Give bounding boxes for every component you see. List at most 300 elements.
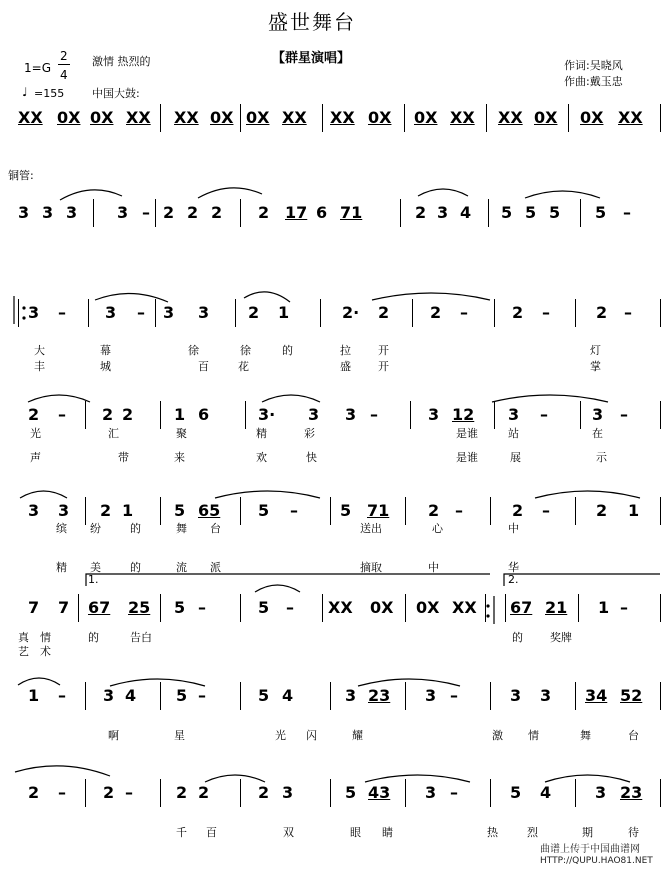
note: 3 xyxy=(163,303,175,322)
bar-line xyxy=(580,401,581,429)
lyric-word: 待 xyxy=(628,826,639,839)
bar-line xyxy=(160,594,161,622)
note: 0X xyxy=(580,108,604,127)
note: – xyxy=(198,686,206,705)
lyric-word: 中 xyxy=(508,522,519,535)
note: XX xyxy=(450,108,475,127)
lyric-word: 的 xyxy=(130,522,141,535)
note: 3 xyxy=(425,783,437,802)
bar-line xyxy=(575,497,576,525)
bar-line xyxy=(494,401,495,429)
lyric-word: 闪 xyxy=(306,729,317,742)
bar-line xyxy=(160,682,161,710)
note: 3 xyxy=(66,203,78,222)
note: 3 xyxy=(28,501,40,520)
bar-line xyxy=(400,199,401,227)
note: 0X xyxy=(57,108,81,127)
footer-url: HTTP://QUPU.HAO81.NET xyxy=(540,856,653,866)
note: – xyxy=(455,501,463,520)
note: 2 xyxy=(163,203,175,222)
note: XX xyxy=(498,108,523,127)
bar-line xyxy=(330,497,331,525)
lyric-word: 声 xyxy=(30,451,41,464)
lyric-word: 示 xyxy=(596,451,607,464)
slur xyxy=(365,775,470,782)
note: 1 xyxy=(28,686,40,705)
bar-line xyxy=(322,104,323,132)
note: 3 xyxy=(103,686,115,705)
volta-bracket-1 xyxy=(86,574,490,586)
note: – xyxy=(370,405,378,424)
bar-line xyxy=(578,594,579,622)
note: 4 xyxy=(125,686,137,705)
lyric-word: 啊 xyxy=(108,729,119,742)
lyric-word: 纷 xyxy=(90,522,101,535)
time-sig-line xyxy=(58,64,70,65)
lyric-word: 台 xyxy=(628,729,639,742)
note: XX xyxy=(126,108,151,127)
note: – xyxy=(624,303,632,322)
note: 3 xyxy=(117,203,129,222)
lyric-word: 双 xyxy=(283,826,294,839)
note: 3 xyxy=(508,405,520,424)
bar-line xyxy=(660,779,661,807)
note: 2 xyxy=(428,501,440,520)
note: 1 xyxy=(628,501,640,520)
bar-line xyxy=(160,497,161,525)
note: 2 xyxy=(430,303,442,322)
lyric-word: 的 xyxy=(130,561,141,574)
note: – xyxy=(542,501,550,520)
lyric-word: 摘取 xyxy=(360,561,382,574)
lyric-word: 光 xyxy=(275,729,286,742)
lyric-word: 是谁 xyxy=(456,427,478,440)
lyric-word: 缤 xyxy=(56,522,67,535)
note: 3 xyxy=(510,686,522,705)
bar-line xyxy=(405,682,406,710)
lyric-word: 站 xyxy=(508,427,519,440)
bar-line xyxy=(245,401,246,429)
bar-line xyxy=(155,299,156,327)
note: 71 xyxy=(340,203,363,222)
bar-line xyxy=(488,199,489,227)
lyric-word: 百 xyxy=(198,360,209,373)
note: 3 xyxy=(58,501,70,520)
lyric-word: 盛 xyxy=(340,360,351,373)
lyric-word: 送出 xyxy=(360,522,382,535)
lyric-word: 花 xyxy=(238,360,249,373)
bar-line xyxy=(580,199,581,227)
slur xyxy=(244,292,290,302)
bar-line xyxy=(160,779,161,807)
bar-line xyxy=(490,779,491,807)
bar-line xyxy=(485,594,486,622)
slur xyxy=(255,585,300,592)
song-title: 盛世舞台 xyxy=(268,10,356,34)
note: 3 xyxy=(425,686,437,705)
composer: 作曲:戴玉忠 xyxy=(564,75,623,88)
note: 2 xyxy=(378,303,390,322)
bar-line xyxy=(155,199,156,227)
note: 2 xyxy=(176,783,188,802)
lyric-word: 舞 xyxy=(176,522,187,535)
lyric-word: 激 xyxy=(492,729,503,742)
note: – xyxy=(58,686,66,705)
bar-line xyxy=(660,497,661,525)
bar-line xyxy=(568,104,569,132)
note: – xyxy=(286,598,294,617)
note: 2 xyxy=(248,303,260,322)
note: 3 xyxy=(345,686,357,705)
drum-label: 中国大鼓: xyxy=(92,87,140,100)
note: 5 xyxy=(345,783,357,802)
note: – xyxy=(450,686,458,705)
quarter-note-icon: ♩ xyxy=(22,85,28,99)
note: 2 xyxy=(512,303,524,322)
slur xyxy=(110,679,205,686)
note: – xyxy=(58,303,66,322)
note: 0X xyxy=(210,108,234,127)
lyric-word: 徐 xyxy=(240,344,251,357)
note: XX xyxy=(452,598,477,617)
lyric-word: 聚 xyxy=(176,427,187,440)
note: 0X xyxy=(534,108,558,127)
lyric-word: 来 xyxy=(174,451,185,464)
note: 3 xyxy=(282,783,294,802)
slur xyxy=(372,293,490,300)
lyric-word: 告白 xyxy=(130,631,152,644)
note: 5 xyxy=(174,598,186,617)
bar-line xyxy=(85,401,86,429)
bar-line xyxy=(240,497,241,525)
bar-line xyxy=(660,104,661,132)
note: XX xyxy=(330,108,355,127)
lyric-word: 情 xyxy=(40,631,51,644)
lyric-word: 的 xyxy=(88,631,99,644)
note: 2 xyxy=(198,783,210,802)
bar-line xyxy=(494,299,495,327)
note: 2 xyxy=(596,501,608,520)
note: – xyxy=(450,783,458,802)
time-sig-denominator: 4 xyxy=(60,68,68,82)
lyric-word: 中 xyxy=(428,561,439,574)
note: 0X xyxy=(90,108,114,127)
lyric-word: 流 xyxy=(176,561,187,574)
note: XX xyxy=(618,108,643,127)
note: 2 xyxy=(258,203,270,222)
note: 5 xyxy=(340,501,352,520)
note: XX xyxy=(174,108,199,127)
note: 3· xyxy=(258,405,276,424)
note: 5 xyxy=(258,501,270,520)
lyric-word: 真 xyxy=(18,631,29,644)
key-signature: 1=G xyxy=(24,61,51,75)
note: 2 xyxy=(415,203,427,222)
note: 3 xyxy=(28,303,40,322)
bar-line xyxy=(490,497,491,525)
lyric-word: 丰 xyxy=(34,360,45,373)
bar-line xyxy=(240,104,241,132)
lyric-word: 欢 xyxy=(256,451,267,464)
note: 6 xyxy=(198,405,210,424)
note: 3 xyxy=(42,203,54,222)
note: 3 xyxy=(592,405,604,424)
bar-line xyxy=(575,779,576,807)
note: 2 xyxy=(103,783,115,802)
lyric-word: 华 xyxy=(508,561,519,574)
bar-line xyxy=(575,682,576,710)
bar-line xyxy=(93,199,94,227)
lyric-word: 掌 xyxy=(590,360,601,373)
bar-line xyxy=(330,682,331,710)
lyric-word: 星 xyxy=(174,729,185,742)
note: 0X xyxy=(416,598,440,617)
note: – xyxy=(542,303,550,322)
bar-line xyxy=(240,199,241,227)
bar-line xyxy=(18,299,19,327)
note: 1 xyxy=(122,501,134,520)
bar-line xyxy=(490,682,491,710)
note: 3 xyxy=(198,303,210,322)
note: 2 xyxy=(512,501,524,520)
note: – xyxy=(620,405,628,424)
bar-line xyxy=(240,594,241,622)
lyric-word: 睛 xyxy=(382,826,393,839)
note: 2· xyxy=(342,303,360,322)
note: 4 xyxy=(282,686,294,705)
lyric-word: 美 xyxy=(90,561,101,574)
lyric-word: 的 xyxy=(512,631,523,644)
note: – xyxy=(58,783,66,802)
note: 3 xyxy=(105,303,117,322)
lyric-word: 大 xyxy=(34,344,45,357)
bar-line xyxy=(320,299,321,327)
note: 25 xyxy=(128,598,151,617)
note: 6 xyxy=(316,203,328,222)
note: – xyxy=(540,405,548,424)
note: XX xyxy=(328,598,353,617)
note: 1 xyxy=(598,598,610,617)
time-sig-numerator: 2 xyxy=(60,49,68,63)
bar-line xyxy=(410,401,411,429)
note: – xyxy=(137,303,145,322)
note: 1 xyxy=(174,405,186,424)
lyric-word: 奖牌 xyxy=(550,631,572,644)
lyric-word: 情 xyxy=(528,729,539,742)
note: – xyxy=(198,598,206,617)
lyric-word: 热 xyxy=(487,826,498,839)
note: 5 xyxy=(510,783,522,802)
bar-line xyxy=(240,779,241,807)
note: – xyxy=(125,783,133,802)
note: 5 xyxy=(525,203,537,222)
lyric-word: 拉 xyxy=(340,344,351,357)
bar-line xyxy=(235,299,236,327)
slur xyxy=(535,491,640,498)
bar-line xyxy=(240,682,241,710)
note: 2 xyxy=(28,783,40,802)
note: 3 xyxy=(540,686,552,705)
repeat-dot xyxy=(22,306,25,309)
lyric-word: 期 xyxy=(582,826,593,839)
note: 23 xyxy=(620,783,643,802)
note: 4 xyxy=(460,203,472,222)
note: 21 xyxy=(545,598,568,617)
bar-line xyxy=(405,594,406,622)
note: 2 xyxy=(122,405,134,424)
note: 2 xyxy=(187,203,199,222)
note: 3 xyxy=(18,203,30,222)
note: 2 xyxy=(211,203,223,222)
note: 2 xyxy=(100,501,112,520)
slur xyxy=(525,191,600,198)
note: 1 xyxy=(278,303,290,322)
lyric-word: 带 xyxy=(118,451,129,464)
lyric-word: 是谁 xyxy=(456,451,478,464)
note: XX xyxy=(282,108,307,127)
slur xyxy=(418,189,468,196)
lyric-word: 彩 xyxy=(304,427,315,440)
note: – xyxy=(620,598,628,617)
lyric-word: 台 xyxy=(210,522,221,535)
repeat-dot xyxy=(22,316,25,319)
note: – xyxy=(58,405,66,424)
note: 2 xyxy=(258,783,270,802)
bar-line xyxy=(405,497,406,525)
slur xyxy=(205,775,265,782)
bar-line xyxy=(85,497,86,525)
slur xyxy=(358,679,460,686)
note: 2 xyxy=(102,405,114,424)
slur xyxy=(198,188,262,198)
note: 5 xyxy=(549,203,561,222)
note: 17 xyxy=(285,203,308,222)
note: – xyxy=(623,203,631,222)
lyric-word: 烈 xyxy=(527,826,538,839)
slur xyxy=(28,395,90,402)
bar-line xyxy=(88,299,89,327)
bar-line xyxy=(660,594,661,622)
repeat-dot xyxy=(486,614,489,617)
section-tag: 【群星演唱】 xyxy=(272,51,351,66)
note: 3 xyxy=(308,405,320,424)
bar-line xyxy=(405,779,406,807)
bar-line xyxy=(404,104,405,132)
note: 0X xyxy=(368,108,392,127)
note: 0X xyxy=(414,108,438,127)
note: 4 xyxy=(540,783,552,802)
bar-line xyxy=(85,779,86,807)
bar-line xyxy=(660,299,661,327)
note: – xyxy=(142,203,150,222)
bar-line xyxy=(330,779,331,807)
note: 5 xyxy=(501,203,513,222)
bar-line xyxy=(486,104,487,132)
bar-line xyxy=(160,104,161,132)
volta-2: 2. xyxy=(508,573,519,586)
lyricist: 作词:吴晓风 xyxy=(564,59,623,72)
lyric-word: 汇 xyxy=(108,427,119,440)
lyric-word: 的 xyxy=(282,344,293,357)
slur xyxy=(15,766,110,776)
slur xyxy=(60,190,122,200)
bar-line xyxy=(505,594,506,622)
lyric-word: 心 xyxy=(432,522,443,535)
note: 67 xyxy=(510,598,533,617)
lyric-word: 精 xyxy=(56,561,67,574)
note: 65 xyxy=(198,501,221,520)
lyric-word: 在 xyxy=(592,427,603,440)
lyric-word: 精 xyxy=(256,427,267,440)
note: 71 xyxy=(367,501,390,520)
note: 2 xyxy=(28,405,40,424)
lyric-word: 展 xyxy=(510,451,521,464)
volta-1: 1. xyxy=(88,573,99,586)
note: – xyxy=(460,303,468,322)
lyric-word: 灯 xyxy=(590,344,601,357)
bar-line xyxy=(78,594,79,622)
lyric-word: 徐 xyxy=(188,344,199,357)
lyric-word: 艺 xyxy=(18,645,29,658)
bar-line xyxy=(160,401,161,429)
note: 67 xyxy=(88,598,111,617)
note: 0X xyxy=(246,108,270,127)
slur xyxy=(262,395,320,402)
note: 43 xyxy=(368,783,391,802)
bar-line xyxy=(322,594,323,622)
slur xyxy=(492,395,608,402)
lyric-word: 城 xyxy=(100,360,111,373)
expression-mark: 激情 热烈的 xyxy=(92,55,151,68)
lyric-word: 幕 xyxy=(100,344,111,357)
lyric-word: 开 xyxy=(378,360,389,373)
slur xyxy=(95,293,168,302)
note: 3 xyxy=(595,783,607,802)
note: 5 xyxy=(174,501,186,520)
note: 5 xyxy=(258,598,270,617)
lyric-word: 开 xyxy=(378,344,389,357)
bar-line xyxy=(575,299,576,327)
slur xyxy=(20,491,67,498)
note: 7 xyxy=(58,598,70,617)
note: 3 xyxy=(437,203,449,222)
note: 2 xyxy=(596,303,608,322)
lyric-word: 百 xyxy=(206,826,217,839)
repeat-dot xyxy=(486,604,489,607)
lyric-word: 千 xyxy=(176,826,187,839)
lyric-word: 眼 xyxy=(350,826,361,839)
footer-site: 曲谱上传于中国曲谱网 xyxy=(540,844,640,855)
lyric-word: 快 xyxy=(306,451,317,464)
bar-line xyxy=(412,299,413,327)
note: – xyxy=(290,501,298,520)
note: 12 xyxy=(452,405,475,424)
lyric-word: 舞 xyxy=(580,729,591,742)
slur xyxy=(215,491,320,498)
note: 7 xyxy=(28,598,40,617)
slur xyxy=(545,775,630,782)
lyric-word: 耀 xyxy=(352,729,363,742)
lyric-word: 光 xyxy=(30,427,41,440)
brass-label: 铜管: xyxy=(8,169,34,182)
note: 5 xyxy=(176,686,188,705)
slur xyxy=(18,678,60,685)
note: XX xyxy=(18,108,43,127)
note: 5 xyxy=(595,203,607,222)
volta-bracket-2 xyxy=(504,574,660,586)
note: 0X xyxy=(370,598,394,617)
bar-line xyxy=(85,682,86,710)
